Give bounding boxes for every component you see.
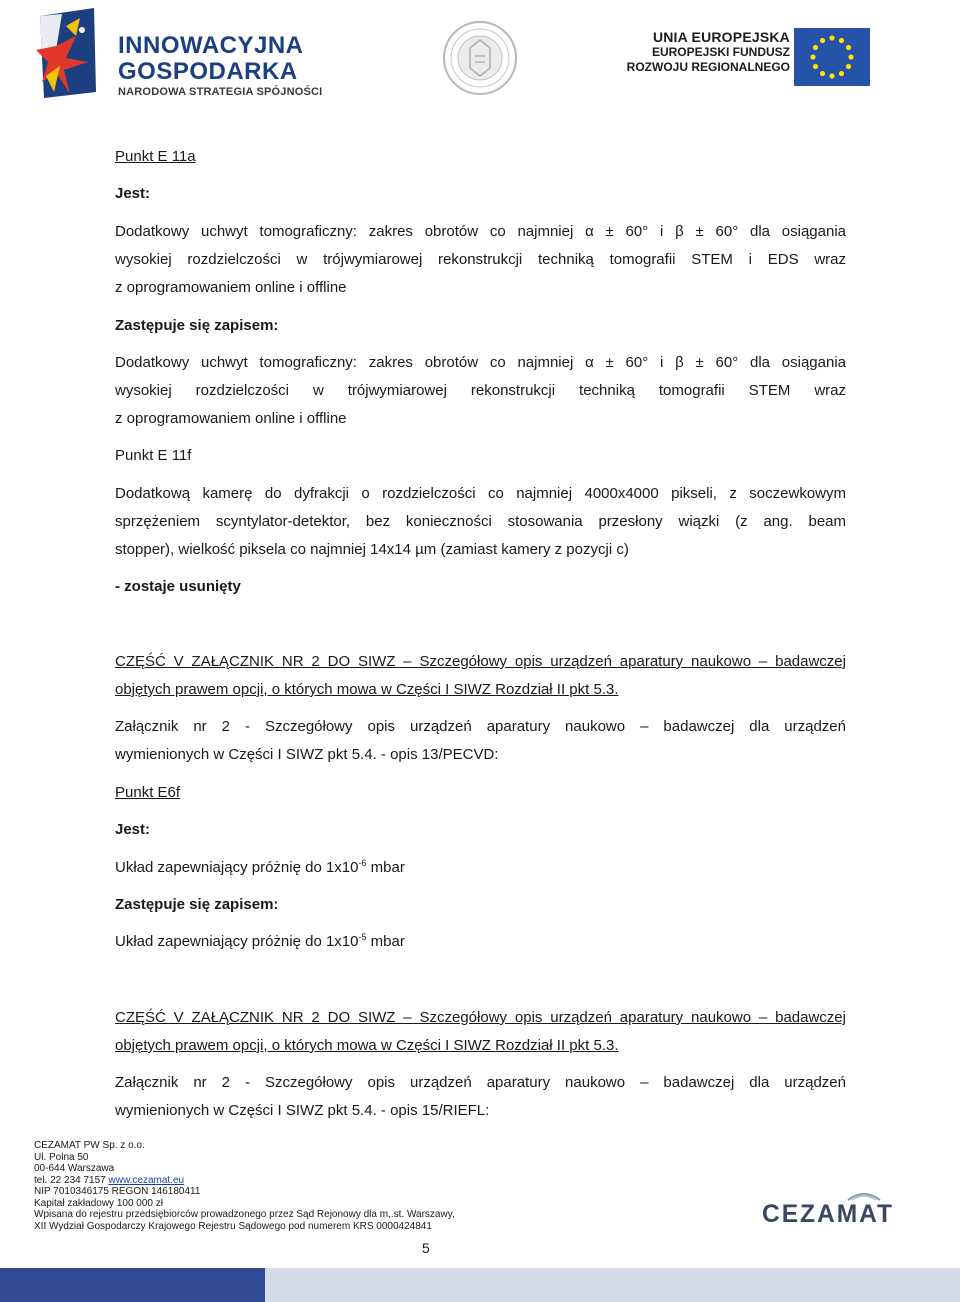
s1-replace-unit: mbar bbox=[366, 933, 405, 950]
innowacyjna-gospodarka-mark-icon bbox=[36, 6, 100, 102]
footer-company-info bbox=[34, 1140, 455, 1232]
page-number: 5 bbox=[422, 1240, 430, 1256]
section1-title-line1: CZĘŚĆ V ZAŁĄCZNIK NR 2 DO SIWZ – Szczegółowy opis urządzeń aparatury naukowo – badawczej bbox=[115, 653, 846, 670]
eu-logo-line3: ROZWOJU REGIONALNEGO bbox=[626, 60, 790, 74]
p2-removed-note: - zostaje usunięty bbox=[115, 578, 241, 595]
p2-line2: sprzężeniem scyntylator-detektor, bez konieczności stosowania przesłony wiązki (z ang. beam bbox=[115, 513, 846, 530]
section2-title-line1: CZĘŚĆ V ZAŁĄCZNIK NR 2 DO SIWZ – Szczegółowy opis urządzeń aparatury naukowo – badawczej bbox=[115, 1009, 846, 1026]
eu-logo-text bbox=[627, 30, 790, 73]
p1-replace-line3: z oprogramowaniem online i offline bbox=[115, 410, 347, 427]
footer-register2: XII Wydział Gospodarczy Krajowego Rejestru Sądowego pod numerem KRS 0000424841 bbox=[34, 1220, 432, 1232]
footer-capital: Kapitał zakładowy 100 000 zł bbox=[34, 1197, 163, 1209]
section1-annex-line2: wymienionych w Części I SIWZ pkt 5.4. - opis 13/PECVD: bbox=[115, 746, 499, 763]
p1-jest-line2: wysokiej rozdzielczości w trójwymiarowej rekonstrukcji techniką tomografii STEM i EDS wraz bbox=[115, 251, 846, 268]
footer-street: Ul. Polna 50 bbox=[34, 1151, 89, 1163]
eu-logo-line1: UNIA EUROPEJSKA bbox=[652, 29, 790, 45]
section2-annex-line1: Załącznik nr 2 - Szczegółowy opis urządzeń aparatury naukowo – badawczej dla urządzeń bbox=[115, 1074, 846, 1091]
point-e6f-heading: Punkt E6f bbox=[115, 784, 181, 801]
eu-logo-line2: EUROPEJSKI FUNDUSZ bbox=[651, 45, 790, 59]
logo-line-innowacyjna: INNOWACYJNA bbox=[118, 32, 304, 59]
s1-replace-exponent: -5 bbox=[358, 932, 367, 942]
section1-annex-line1: Załącznik nr 2 - Szczegółowy opis urządzeń aparatury naukowo – badawczej dla urządzeń bbox=[115, 718, 846, 735]
section2-annex-line2: wymienionych w Części I SIWZ pkt 5.4. - opis 15/RIEFL: bbox=[115, 1102, 490, 1119]
cezamat-logo bbox=[762, 1186, 896, 1226]
p1-jest-line1: Dodatkowy uchwyt tomograficzny: zakres obrotów co najmniej α ± 60° i β ± 60° dla osiągania bbox=[115, 223, 846, 240]
cezamat-logo-text: CEZAMAT bbox=[762, 1200, 894, 1226]
s1-jest-value bbox=[115, 859, 405, 877]
point-e11a-heading: Punkt E 11a bbox=[115, 148, 196, 165]
innowacyjna-gospodarka-logo bbox=[36, 6, 336, 102]
footer-company: CEZAMAT PW Sp. z o.o. bbox=[34, 1140, 145, 1151]
s1-jest-exponent: -6 bbox=[358, 858, 367, 868]
footer-tel: tel. 22 234 7157 bbox=[34, 1174, 109, 1186]
p2-line3: stopper), wielkość piksela co najmniej 14x14 µm (zamiast kamery z pozycji c) bbox=[115, 541, 629, 558]
footer-bar-right bbox=[265, 1268, 960, 1302]
s1-jest-text: Układ zapewniający próżnię do 1x10 bbox=[115, 859, 359, 876]
p1-replace-label: Zastępuje się zapisem: bbox=[115, 317, 279, 334]
p1-replace-line1: Dodatkowy uchwyt tomograficzny: zakres obrotów co najmniej α ± 60° i β ± 60° dla osiągania bbox=[115, 354, 846, 371]
p2-line1: Dodatkową kamerę do dyfrakcji o rozdzielczości co najmniej 4000x4000 pikseli, z soczewkowym bbox=[115, 485, 846, 502]
p1-jest-label: Jest: bbox=[115, 185, 151, 202]
s1-replace-value bbox=[115, 933, 405, 951]
logo-line-strategia: NARODOWA STRATEGIA SPÓJNOŚCI bbox=[118, 86, 323, 98]
p1-jest-line3: z oprogramowaniem online i offline bbox=[115, 279, 347, 296]
eu-flag-icon bbox=[794, 28, 870, 86]
footer-contact bbox=[34, 1175, 455, 1187]
section1-title-line2: objętych prawem opcji, o których mowa w Części I SIWZ Rozdział II pkt 5.3. bbox=[115, 681, 619, 698]
p1-replace-line2: wysokiej rozdzielczości w trójwymiarowej rekonstrukcji techniką tomografii STEM wraz bbox=[115, 382, 846, 399]
footer-website-link[interactable]: www.cezamat.eu bbox=[108, 1174, 185, 1186]
s1-replace-label: Zastępuje się zapisem: bbox=[115, 896, 279, 913]
point-e11f-heading: Punkt E 11f bbox=[115, 447, 192, 464]
footer-bar-left bbox=[0, 1268, 265, 1302]
footer-register1: Wpisana do rejestru przedsiębiorców prowadzonego przez Sąd Rejonowy dla m,.st. Warszawy, bbox=[34, 1209, 455, 1220]
section2-title-line2: objętych prawem opcji, o których mowa w Części I SIWZ Rozdział II pkt 5.3. bbox=[115, 1037, 619, 1054]
footer-city: 00-644 Warszawa bbox=[34, 1163, 115, 1174]
logo-line-gospodarka: GOSPODARKA bbox=[118, 58, 298, 85]
footer-nip: NIP 7010346175 REGON 146180411 bbox=[34, 1186, 201, 1197]
university-seal-icon bbox=[440, 18, 520, 98]
s1-jest-label: Jest: bbox=[115, 821, 151, 838]
eu-regional-fund-logo bbox=[626, 28, 932, 88]
s1-replace-text: Układ zapewniający próżnię do 1x10 bbox=[115, 933, 359, 950]
s1-jest-unit: mbar bbox=[366, 859, 405, 876]
